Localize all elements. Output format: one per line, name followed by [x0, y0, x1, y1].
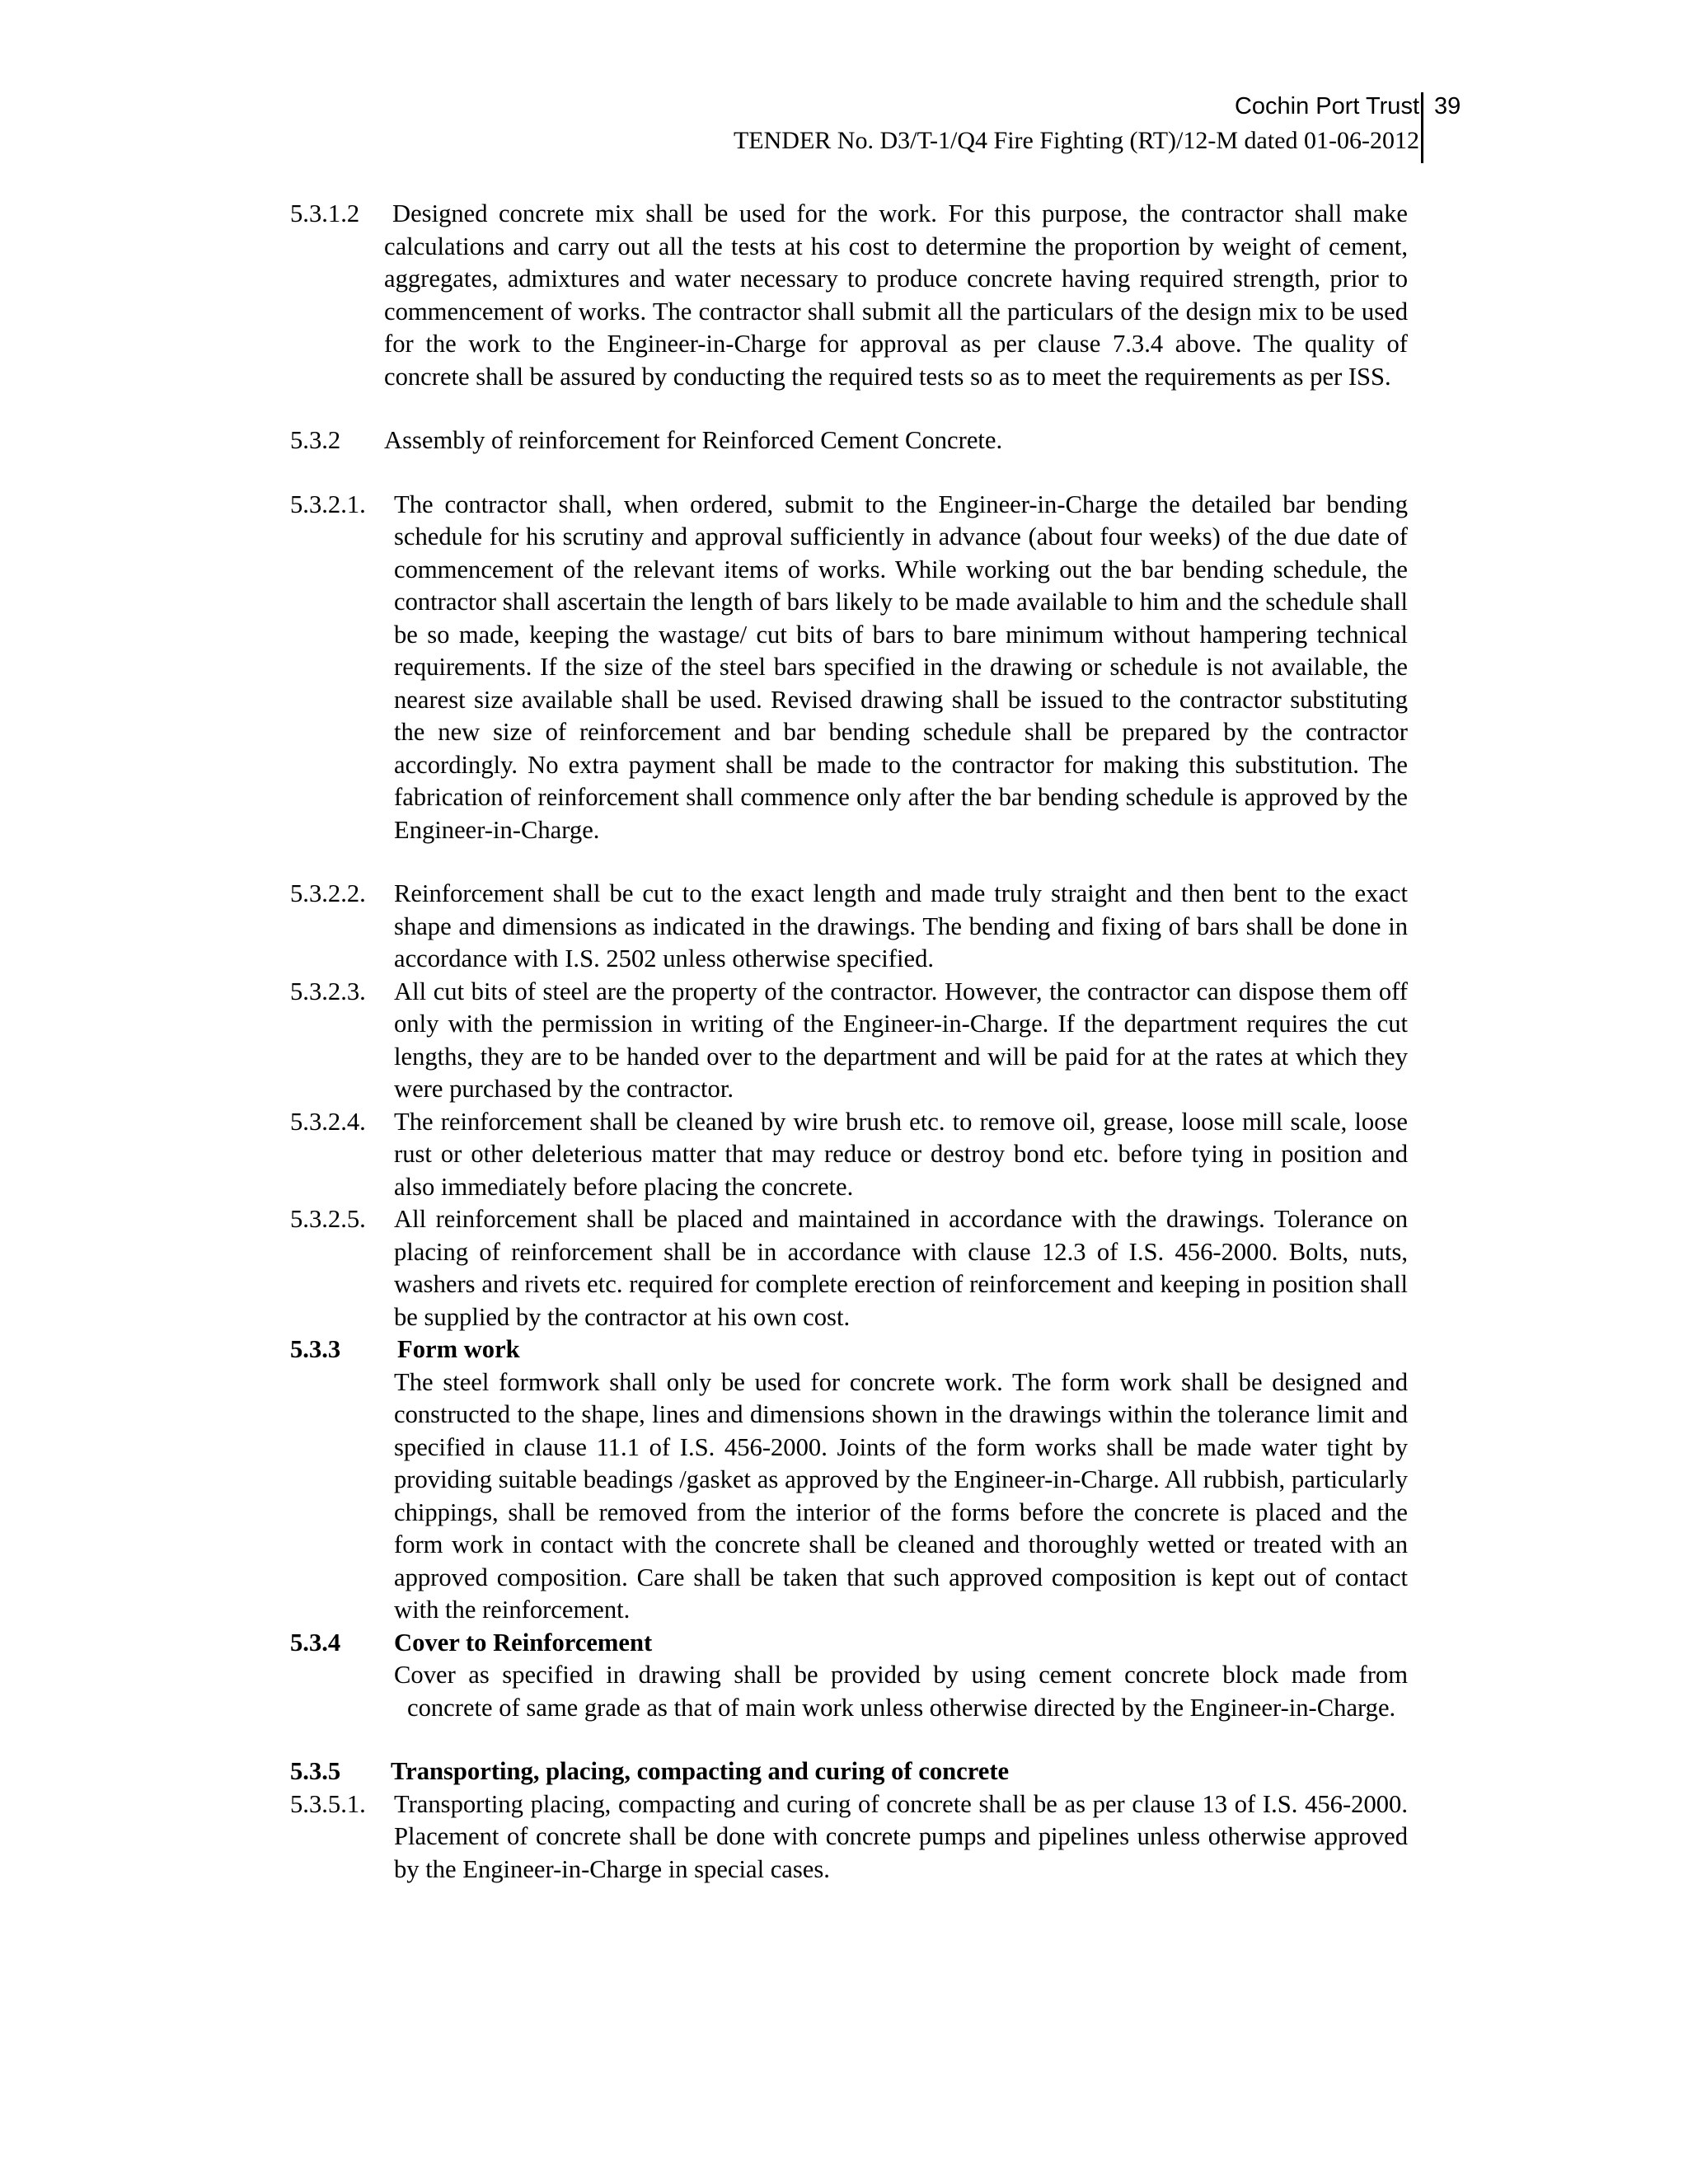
section-title: Assembly of reinforcement for Reinforced Cement Concrete.	[384, 426, 1003, 454]
section-title: Cover to Reinforcement	[394, 1628, 653, 1657]
clause-text: The reinforcement shall be cleaned by wire brush etc. to remove oil, grease, loose mill scale, loose rust or other deleterious matter that may reduce or destroy bond etc. before tying in position and also immediately before placing the concrete.	[394, 1107, 1408, 1201]
clause-number: 5.3.2.1.	[290, 490, 366, 518]
section-5-3-4-heading	[290, 1627, 1408, 1660]
clause-text: Designed concrete mix shall be used for the work. For this purpose, the contractor shall make calculations and carry out all the tests at his cost to determine the proportion by weight of cement, aggregates, admixtures and water necessary to produce concrete having required strength, prior to commencement of works. The contractor shall submit all the particulars of the design mix to be used for the work to the Engineer-in-Charge for approval as per clause 7.3.4 above. The quality of concrete shall be assured by conducting the required tests so as to meet the requirements as per ISS.	[384, 199, 1408, 391]
clause-5-3-2-5	[290, 1203, 1408, 1333]
section-number: 5.3.2	[290, 426, 341, 454]
clause-5-3-2-1	[290, 489, 1408, 847]
clause-text: Transporting placing, compacting and curing of concrete shall be as per clause 13 of I.S. 456-2000. Placement of concrete shall be done with concrete pumps and pipelines unless otherwise approved by the Engineer-in-Charge in special cases.	[394, 1789, 1408, 1883]
section-5-3-4-text	[290, 1659, 1408, 1724]
clause-text: Reinforcement shall be cut to the exact length and made truly straight and then bent to the exact shape and dimensions as indicated in the drawings. The bending and fixing of bars shall be done in accordance with I.S. 2502 unless otherwise specified.	[394, 879, 1408, 972]
clause-5-3-2-4	[290, 1106, 1408, 1204]
section-number: 5.3.5	[290, 1757, 341, 1785]
clause-number: 5.3.2.5.	[290, 1205, 366, 1233]
clause-text: The contractor shall, when ordered, submit to the Engineer-in-Charge the detailed bar bending schedule for his scrutiny and approval sufficiently in advance (about four weeks) of the due date of commencement of the relevant items of works. While working out the bar bending schedule, the contractor shall ascertain the length of bars likely to be made available to him and the schedule shall be so made, keeping the wastage/ cut bits of bars to bare minimum without hampering technical requirements. If the size of the steel bars specified in the drawing or schedule is not available, the nearest size available shall be used. Revised drawing shall be issued to the contractor substituting the new size of reinforcement and bar bending schedule shall be prepared by the contractor accordingly. No extra payment shall be made to the contractor for making this substitution. The fabrication of reinforcement shall commence only after the bar bending schedule is approved by the Engineer-in-Charge.	[394, 490, 1408, 844]
section-number: 5.3.4	[290, 1628, 341, 1657]
clause-number: 5.3.1.2	[290, 199, 360, 227]
section-title: Transporting, placing, compacting and curing of concrete	[391, 1757, 1010, 1785]
section-text: The steel formwork shall only be used for concrete work. The form work shall be designed and constructed to the shape, lines and dimensions shown in the drawings within the tolerance limit and specified in clause 11.1 of I.S. 456-2000. Joints of the form works shall be made water tight by providing suitable beadings /gasket as approved by the Engineer-in-Charge. All rubbish, particularly chippings, shall be removed from the interior of the forms before the concrete is placed and the form work in contact with the concrete shall be cleaned and thoroughly wetted or treated with an approved composition. Care shall be taken that such approved composition is kept out of contact with the reinforcement.	[394, 1367, 1408, 1624]
header-divider	[1421, 92, 1423, 163]
clause-number: 5.3.2.3.	[290, 977, 366, 1005]
clause-number: 5.3.2.2.	[290, 879, 366, 907]
section-5-3-2-heading	[290, 424, 1408, 457]
clause-5-3-2-3	[290, 976, 1408, 1106]
page-header	[430, 89, 1441, 158]
clause-text: All reinforcement shall be placed and maintained in accordance with the drawings. Tolerance on placing of reinforcement shall be in accordance with clause 12.3 of I.S. 456-2000. Bolts, nuts, washers and rivets etc. required for complete erection of reinforcement and keeping in position shall be supplied by the contractor at his own cost.	[394, 1205, 1408, 1331]
document-body	[290, 198, 1408, 1886]
clause-number: 5.3.2.4.	[290, 1107, 366, 1136]
section-5-3-5-heading	[290, 1755, 1408, 1788]
header-tender: TENDER No. D3/T-1/Q4 Fire Fighting (RT)/12-M dated 01-06-2012	[733, 127, 1419, 154]
clause-5-3-1-2	[290, 198, 1408, 393]
clause-number: 5.3.5.1.	[290, 1789, 366, 1818]
header-org: Cochin Port Trust	[1234, 93, 1419, 120]
clause-text: All cut bits of steel are the property of the contractor. However, the contractor can dispose them off only with the permission in writing of the Engineer-in-Charge. If the department requires the cut lengths, they are to be handed over to the department and will be paid for at the rates at which they were purchased by the contractor.	[394, 977, 1408, 1103]
section-number: 5.3.3	[290, 1335, 341, 1363]
section-5-3-3-heading	[290, 1333, 1408, 1366]
page-number: 39	[1434, 93, 1461, 120]
section-5-3-3-text	[290, 1366, 1408, 1627]
clause-5-3-5-1	[290, 1788, 1408, 1886]
section-title: Form work	[397, 1335, 520, 1363]
section-text: Cover as specified in drawing shall be provided by using cement concrete block made from concrete of same grade as that of main work unless otherwise directed by the Engineer-in-Charge.	[394, 1661, 1408, 1722]
clause-5-3-2-2	[290, 878, 1408, 976]
